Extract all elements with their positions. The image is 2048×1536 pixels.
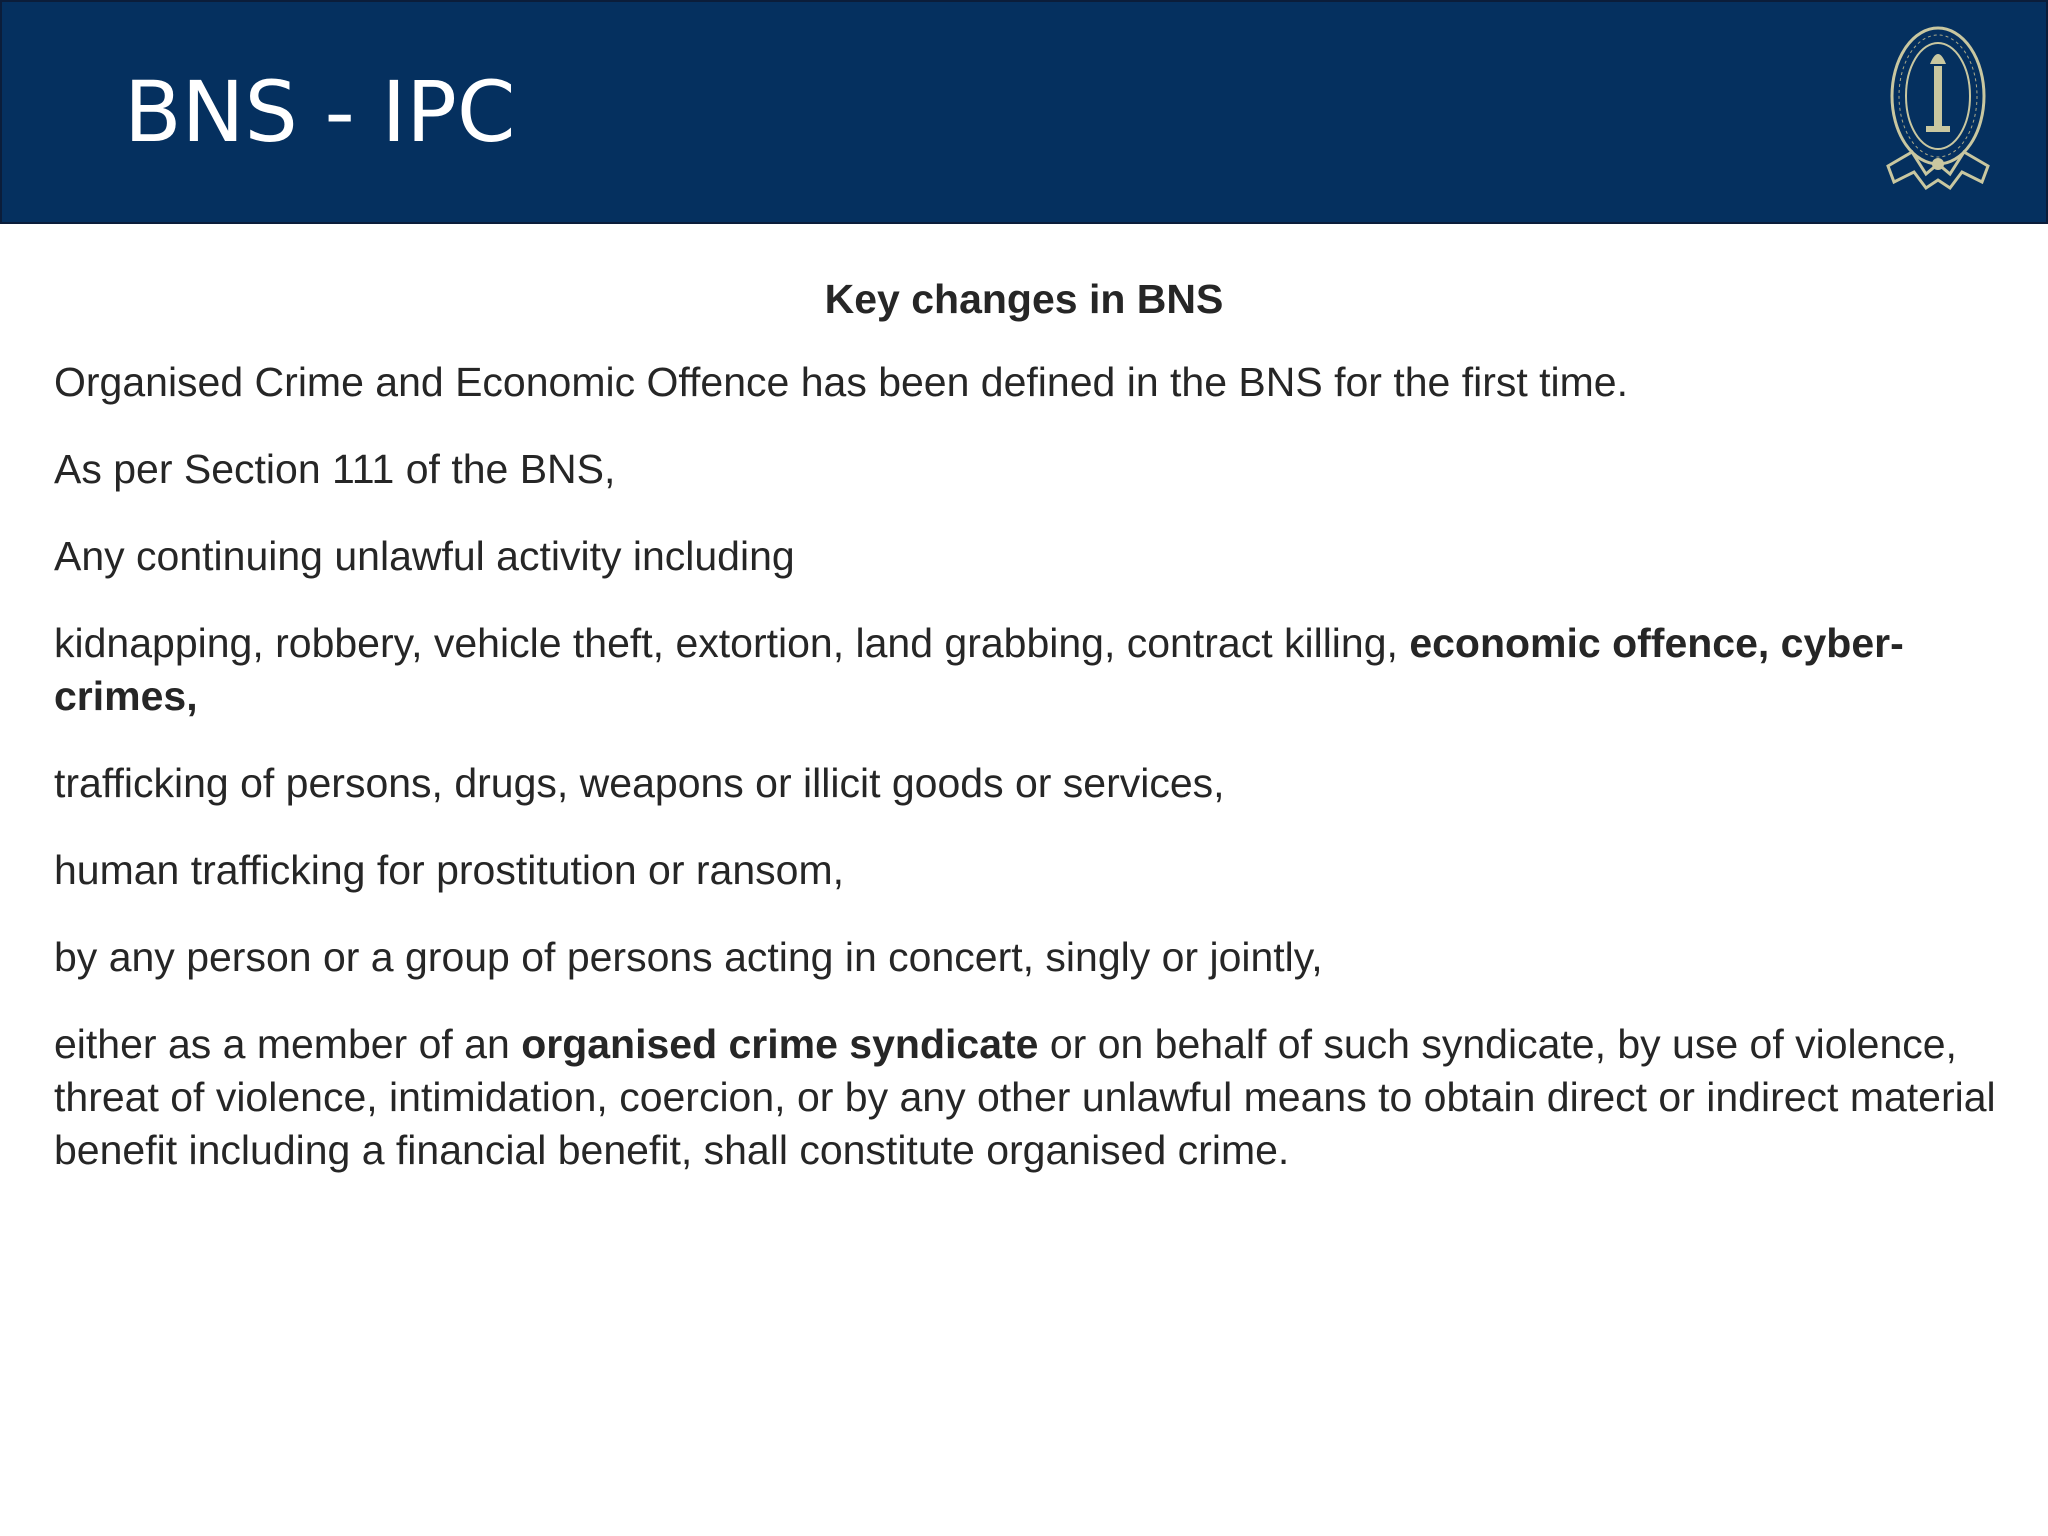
emphasized-text: economic offence, cyber-crimes, bbox=[54, 620, 1904, 719]
slide-body bbox=[54, 356, 2014, 1211]
slide-header bbox=[0, 0, 2048, 224]
body-paragraph bbox=[54, 617, 2014, 723]
body-paragraph: trafficking of persons, drugs, weapons or illicit goods or services, bbox=[54, 760, 1225, 806]
body-paragraph bbox=[54, 1018, 2014, 1177]
body-paragraph: Organised Crime and Economic Offence has been defined in the BNS for the first time. bbox=[54, 359, 1628, 405]
body-paragraph: by any person or a group of persons acting in concert, singly or jointly, bbox=[54, 934, 1323, 980]
body-paragraph: human trafficking for prostitution or ransom, bbox=[54, 847, 844, 893]
institute-emblem-icon bbox=[1878, 16, 1998, 200]
slide-title: BNS - IPC bbox=[124, 63, 516, 161]
paragraph-text: kidnapping, robbery, vehicle theft, extortion, land grabbing, contract killing, bbox=[54, 620, 1410, 666]
emphasized-text: organised crime syndicate bbox=[521, 1021, 1039, 1067]
body-paragraph: As per Section 111 of the BNS, bbox=[54, 446, 616, 492]
paragraph-text: either as a member of an bbox=[54, 1021, 522, 1067]
body-paragraph: Any continuing unlawful activity including bbox=[54, 533, 795, 579]
slide-subtitle: Key changes in BNS bbox=[824, 276, 1224, 322]
paragraph-text: or on behalf of such syndicate, by use of violence, threat of violence, intimidation, coercion, or by any other unlawful means to obtain direct or indirect material benefit including a financial benefit, shall constitute organised crime. bbox=[54, 1021, 1996, 1173]
